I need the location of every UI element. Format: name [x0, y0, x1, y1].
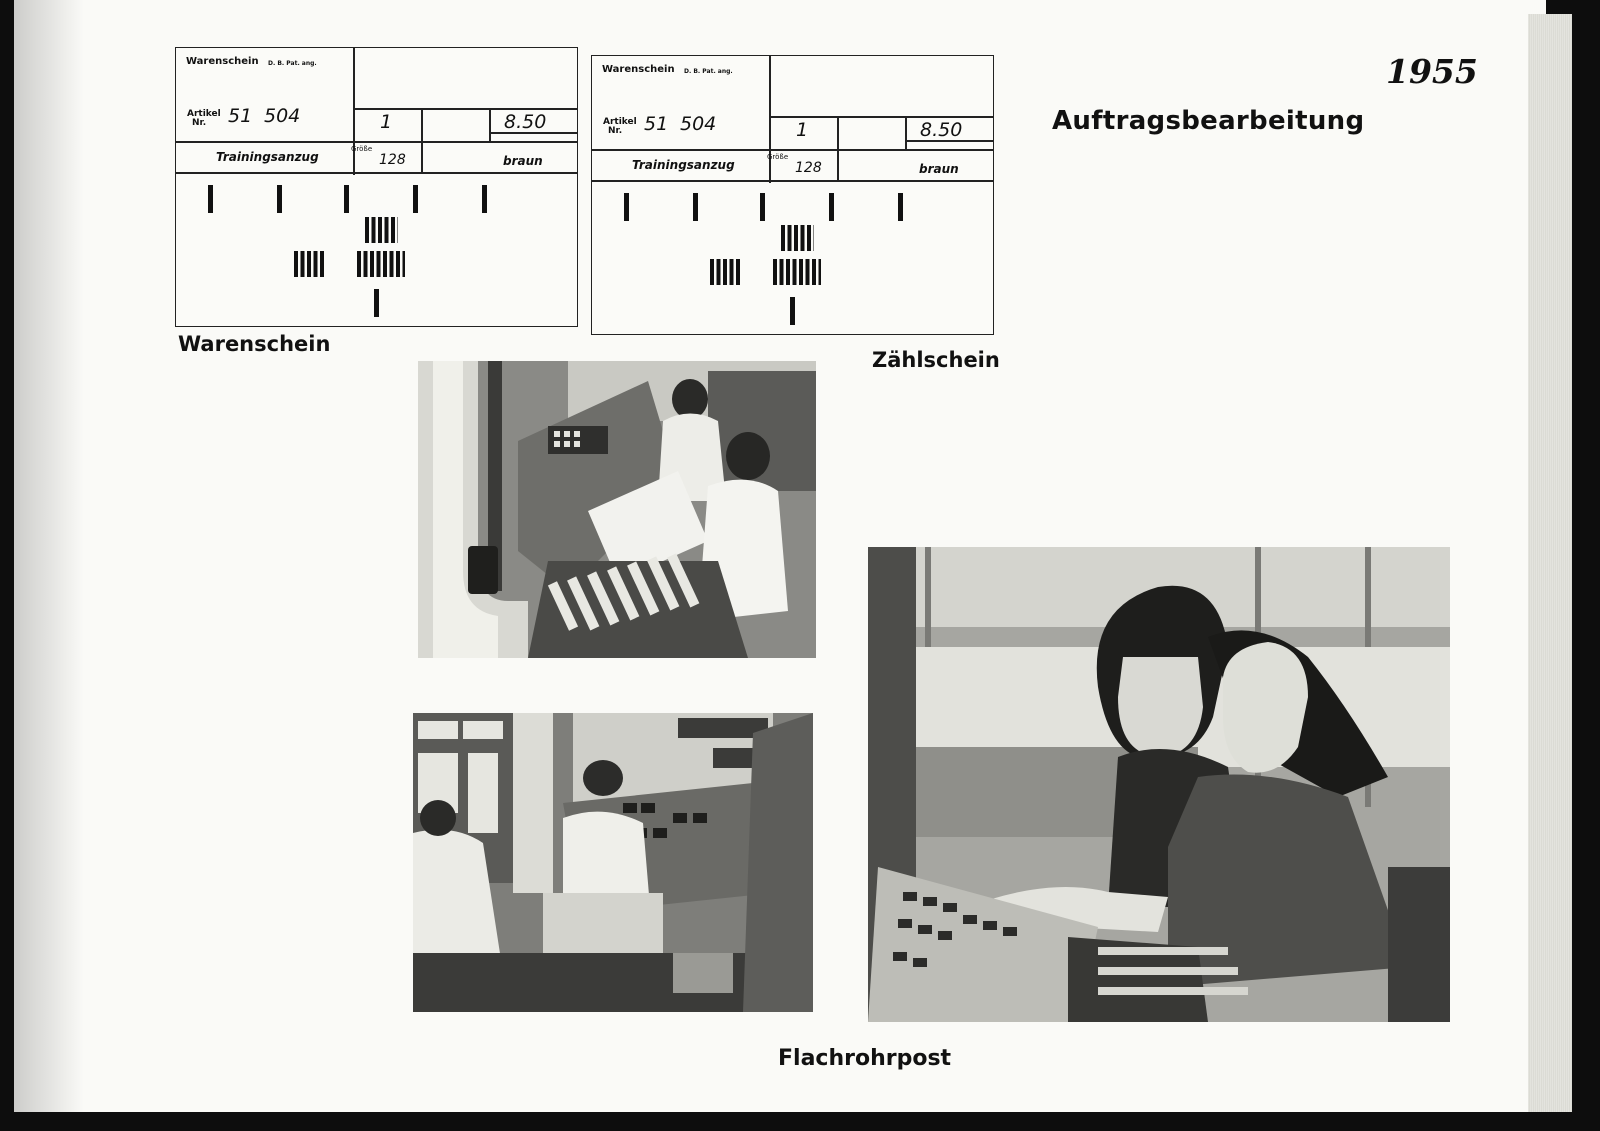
article-prefix: 51: [228, 105, 253, 127]
card-title: Warenschein: [602, 64, 675, 75]
color-value: braun: [503, 154, 543, 168]
code-mark: [344, 185, 349, 213]
code-mark: [482, 185, 487, 213]
code-mark: [277, 185, 282, 213]
warenschein-card: [175, 47, 578, 327]
photo-sorting-desk: [418, 361, 816, 658]
card-title: Warenschein: [186, 56, 259, 67]
code-mark: [790, 297, 795, 325]
code-mark-group: [294, 251, 325, 277]
code-mark-group: [710, 259, 741, 285]
quantity: 1: [380, 111, 393, 133]
article-prefix: 51: [644, 113, 669, 135]
zaehlschein-card: [591, 55, 994, 335]
code-mark-group: [365, 217, 398, 243]
caption-zaehlschein: Zählschein: [872, 348, 1000, 372]
size-label: Größe: [767, 153, 789, 161]
code-mark: [693, 193, 698, 221]
size-value: 128: [795, 160, 822, 176]
article-number: 504: [264, 105, 301, 127]
spine-shadow: [14, 0, 84, 1112]
price: 8.50: [504, 111, 547, 133]
nr-label: Nr.: [608, 126, 623, 136]
code-mark-group: [781, 225, 814, 251]
code-mark-group: [357, 251, 405, 277]
code-mark: [829, 193, 834, 221]
price: 8.50: [920, 119, 963, 141]
page-edge: [1528, 14, 1572, 1112]
card-patent: D. B. Pat. ang.: [684, 68, 733, 75]
quantity: 1: [796, 119, 809, 141]
page-year: 1955: [1386, 52, 1478, 91]
caption-flachrohrpost: Flachrohrpost: [778, 1046, 952, 1071]
photo-control-panel: [868, 547, 1450, 1022]
code-mark: [624, 193, 629, 221]
photo-pneumatic-post: [413, 713, 813, 1012]
nr-label: Nr.: [192, 118, 207, 128]
code-mark: [208, 185, 213, 213]
caption-warenschein: Warenschein: [178, 332, 331, 356]
card-patent: D. B. Pat. ang.: [268, 60, 317, 67]
item-name: Trainingsanzug: [632, 158, 735, 172]
size-label: Größe: [351, 145, 373, 153]
code-mark: [898, 193, 903, 221]
code-mark-group: [773, 259, 821, 285]
page-heading: Auftragsbearbeitung: [1052, 106, 1365, 136]
item-name: Trainingsanzug: [216, 150, 319, 164]
code-mark: [760, 193, 765, 221]
size-value: 128: [379, 152, 406, 168]
article-number: 504: [680, 113, 717, 135]
artikel-label: Artikel: [187, 109, 221, 119]
code-mark: [374, 289, 379, 317]
artikel-label: Artikel: [603, 117, 637, 127]
color-value: braun: [919, 162, 959, 176]
code-mark: [413, 185, 418, 213]
